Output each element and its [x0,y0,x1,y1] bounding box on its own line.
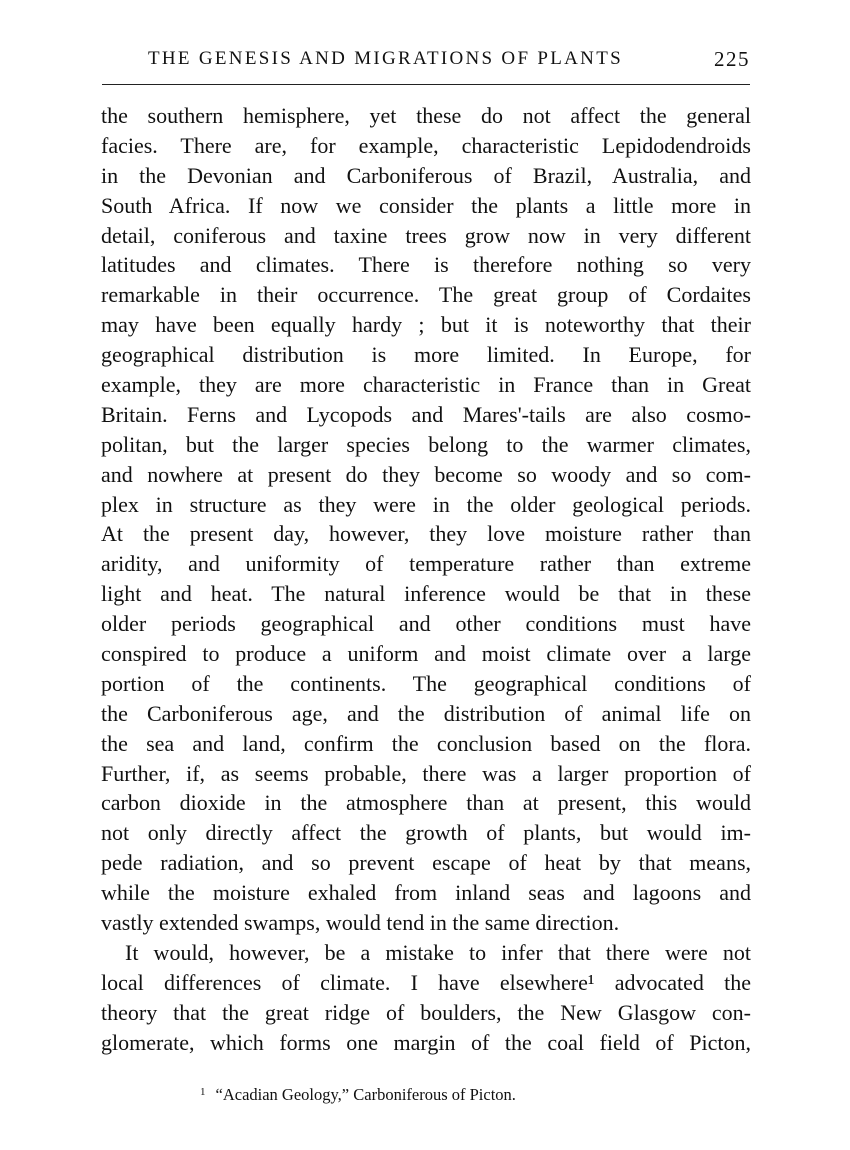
body-text [101,101,751,1058]
text-line: pede radiation, and so prevent escape of heat by that means, [101,850,751,876]
text-line: latitudes and climates. There is therefore nothing so very [101,252,751,278]
text-line: carbon dioxide in the atmosphere than at present, this would [101,790,751,816]
text-line: At the present day, however, they love moisture rather than [101,521,751,547]
page-number: 225 [714,47,750,71]
text-line: vastly extended swamps, would tend in the same direction. [101,910,620,936]
text-line: plex in structure as they were in the older geological periods. [101,491,751,517]
text-line: Further, if, as seems probable, there was a larger proportion of [101,760,751,786]
text-line: may have been equally hardy ; but it is noteworthy that their [101,312,751,338]
text-line: detail, coniferous and taxine trees grow now in very different [101,222,751,248]
header-rule [102,84,750,85]
text-line: portion of the continents. The geographical conditions of [101,670,751,696]
text-line: Britain. Ferns and Lycopods and Mares'-tails are also cosmo- [101,401,751,427]
text-line: example, they are more characteristic in France than in Great [101,372,751,398]
text-line: in the Devonian and Carboniferous of Brazil, Australia, and [101,162,751,188]
text-line: facies. There are, for example, characteristic Lepidodendroids [101,132,751,158]
text-line: remarkable in their occurrence. The great group of Cordaites [101,282,751,308]
text-line: geographical distribution is more limited. In Europe, for [101,342,751,368]
running-head-title: THE GENESIS AND MIGRATIONS OF PLANTS [148,48,623,69]
text-line: the southern hemisphere, yet these do not affect the general [101,103,751,128]
text-line: while the moisture exhaled from inland seas and lagoons and [101,880,751,906]
text-line: theory that the great ridge of boulders, the New Glasgow con- [101,999,751,1025]
text-line: the Carboniferous age, and the distribution of animal life on [101,700,751,726]
text-line: It would, however, be a mistake to infer that there were not [125,939,751,965]
footnote-text: “Acadian Geology,” Carboniferous of Picton. [215,1085,516,1104]
text-line: older periods geographical and other conditions must have [101,611,751,637]
text-line: the sea and land, confirm the conclusion based on the flora. [101,730,751,756]
text-line: aridity, and uniformity of temperature rather than extreme [101,551,751,577]
text-line: light and heat. The natural inference would be that in these [101,581,751,607]
text-line: not only directly affect the growth of plants, but would im- [101,820,751,846]
footnote-marker: 1 [200,1086,206,1098]
text-line: and nowhere at present do they become so woody and so com- [101,461,751,487]
text-line: conspired to produce a uniform and moist climate over a large [101,641,751,667]
text-line: South Africa. If now we consider the plants a little more in [101,192,751,218]
footnote [200,1082,516,1105]
running-head [100,44,750,74]
text-line: politan, but the larger species belong to the warmer climates, [101,431,751,457]
text-line: local differences of climate. I have elsewhere¹ advocated the [101,969,751,995]
text-line: glomerate, which forms one margin of the coal field of Picton, [101,1029,751,1055]
